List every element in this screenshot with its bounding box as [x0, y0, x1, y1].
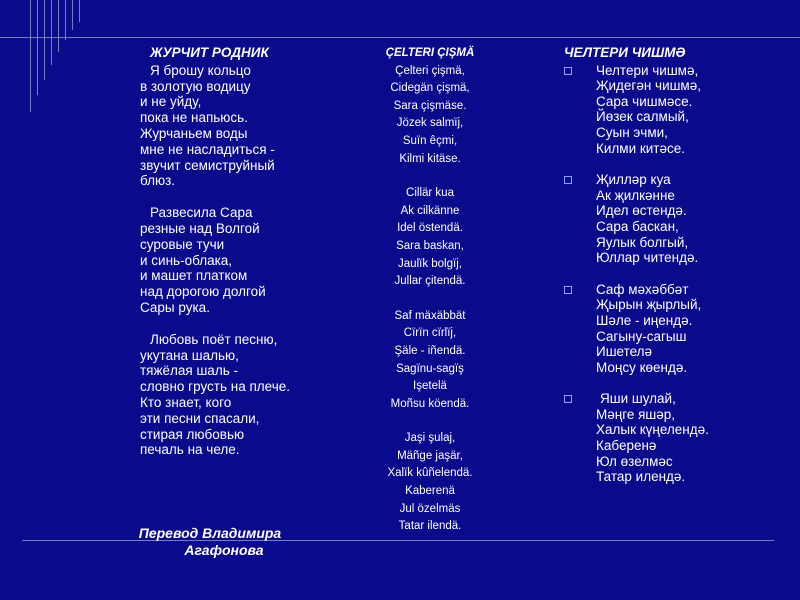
- tatar-line: Моңсу көендә.: [596, 359, 688, 375]
- tatar-stanza-1: [548, 63, 783, 157]
- tatar-stanza-3: [548, 282, 783, 376]
- vertical-line-7: [72, 0, 73, 30]
- russian-line: укутана шалью,: [140, 347, 239, 363]
- latin-line: Cïrïn cïrlïj,: [403, 327, 457, 340]
- tatar-line: Сагыну-сагыш: [596, 328, 687, 344]
- tatar-line: Җилләр куа: [596, 172, 671, 188]
- latin-stanza-3: [355, 308, 505, 414]
- latin-poem: [355, 45, 505, 553]
- russian-line: Сары рука.: [140, 299, 210, 315]
- latin-line: Jözek salmïj,: [396, 117, 464, 130]
- russian-title: ЖУРЧИТ РОДНИК: [150, 45, 269, 60]
- latin-line: Tatar ilendä.: [398, 520, 462, 533]
- vertical-line-5: [58, 0, 59, 52]
- russian-line: мне не насладиться -: [140, 141, 275, 157]
- tatar-stanza-4: [548, 391, 783, 485]
- russian-line: Любовь поёт песню,: [150, 331, 278, 347]
- square-bullet-icon: [564, 176, 572, 184]
- russian-line: над дорогою долгой: [140, 284, 266, 300]
- square-bullet-icon: [564, 395, 572, 403]
- latin-line: Jaşi şulaj,: [404, 432, 456, 445]
- russian-line: тяжёлая шаль -: [140, 363, 238, 379]
- latin-line: Cillär kua: [406, 187, 454, 200]
- tatar-stanza-2: [548, 172, 783, 266]
- vertical-line-8: [79, 0, 80, 22]
- tatar-line: Суын эчми,: [596, 124, 668, 140]
- translator-line-2: Агафонова: [184, 542, 264, 558]
- latin-line: Şäle - iñendä.: [394, 344, 466, 357]
- russian-stanza-2: [140, 205, 355, 316]
- tatar-line: Татар илендә.: [596, 469, 686, 485]
- latin-line: Xalïk kûñelendä.: [387, 467, 473, 480]
- latin-line: Saf mäxäbbät: [394, 309, 466, 322]
- square-bullet-icon: [564, 286, 572, 294]
- tatar-line: Мәңге яшәр,: [596, 406, 676, 422]
- latin-line: Ak cilkänne: [400, 204, 460, 217]
- tatar-poem: [548, 45, 783, 501]
- russian-line: в золотую водицу: [140, 78, 251, 94]
- translator-line-1: Перевод Владимира: [138, 525, 282, 541]
- russian-line: резные над Волгой: [140, 220, 260, 236]
- vertical-line-1: [30, 0, 31, 112]
- russian-line: пока не напьюсь.: [140, 110, 248, 126]
- russian-line: словно грусть на плече.: [140, 379, 291, 395]
- latin-stanza-1: [355, 63, 505, 169]
- latin-line: Kilmi kitäse.: [399, 152, 461, 165]
- russian-line: блюз.: [140, 173, 176, 189]
- tatar-line: Яши шулай,: [600, 391, 676, 407]
- latin-line: Sara baskan,: [396, 239, 464, 252]
- russian-line: Журчаньем воды: [140, 125, 248, 141]
- russian-line: и машет платком: [140, 268, 248, 284]
- russian-stanza-1: [140, 63, 355, 189]
- latin-line: Cidegän çişmä,: [390, 82, 470, 95]
- latin-line: Mäñge jaşär,: [397, 449, 463, 462]
- tatar-line: Челтери чишмә,: [596, 62, 699, 78]
- latin-line: Çelteri çişmä,: [395, 64, 465, 77]
- russian-line: Я брошу кольцо: [150, 62, 251, 78]
- latin-line: Işetelä: [413, 380, 447, 393]
- latin-stanza-4: [355, 430, 505, 536]
- russian-stanza-3: [140, 332, 355, 458]
- tatar-line: Яулык болгый,: [596, 234, 689, 250]
- translator-credit: [110, 525, 310, 559]
- vertical-line-6: [65, 0, 66, 40]
- russian-line: и не уйду,: [140, 94, 202, 110]
- russian-line: эти песни спасали,: [140, 410, 260, 426]
- latin-line: Kaberenä: [405, 485, 455, 498]
- tatar-line: Ак җилкәнне: [596, 187, 675, 203]
- russian-line: Кто знает, кого: [140, 394, 232, 410]
- square-bullet-icon: [564, 67, 572, 75]
- vertical-line-4: [51, 0, 52, 65]
- latin-line: Moñsu köendä.: [390, 397, 470, 410]
- latin-line: Jullar çitendä.: [394, 275, 466, 288]
- latin-line: Idel östendä.: [397, 222, 463, 235]
- latin-line: Jaulïk bolgïj,: [398, 257, 462, 270]
- tatar-line: Каберенә: [596, 438, 657, 454]
- latin-line: Suïn êçmi,: [402, 134, 458, 147]
- vertical-line-2: [37, 0, 38, 95]
- tatar-line: Килми китәсе.: [596, 140, 686, 156]
- russian-poem: [140, 45, 355, 474]
- top-rule: [0, 37, 800, 38]
- latin-line: Sara çişmäse.: [393, 99, 467, 112]
- tatar-line: Йөзек салмый,: [596, 109, 689, 125]
- tatar-line: Юллар читендә.: [596, 250, 699, 266]
- tatar-line: Җырын җырлый,: [596, 297, 702, 313]
- latin-stanza-2: [355, 185, 505, 291]
- tatar-line: Халык күңелендә.: [596, 422, 709, 438]
- tatar-line: Идел өстендә.: [596, 203, 687, 219]
- russian-line: стирая любовью: [140, 426, 245, 442]
- tatar-line: Юл өзелмәс: [596, 453, 673, 469]
- vertical-line-3: [44, 0, 45, 80]
- tatar-line: Шәле - иңендә.: [596, 312, 693, 328]
- latin-title: ÇELTERI ÇIŞMÄ: [385, 47, 475, 59]
- russian-line: звучит семиструйный: [140, 157, 275, 173]
- tatar-title: ЧЕЛТЕРИ ЧИШМӘ: [564, 45, 686, 60]
- tatar-line: Җидегән чишмә,: [596, 78, 701, 94]
- tatar-line: Ишетелә: [596, 344, 653, 360]
- tatar-line: Саф мәхәббәт: [596, 281, 689, 297]
- russian-line: суровые тучи: [140, 236, 225, 252]
- latin-line: Jul özelmäs: [399, 502, 461, 515]
- latin-line: Sagïnu-sagïş: [396, 362, 464, 375]
- russian-line: печаль на челе.: [140, 442, 240, 458]
- russian-line: Развесила Сара: [150, 205, 253, 221]
- tatar-line: Сара баскан,: [596, 218, 679, 234]
- tatar-line: Сара чишмәсе.: [596, 93, 693, 109]
- russian-line: и синь-облака,: [140, 252, 233, 268]
